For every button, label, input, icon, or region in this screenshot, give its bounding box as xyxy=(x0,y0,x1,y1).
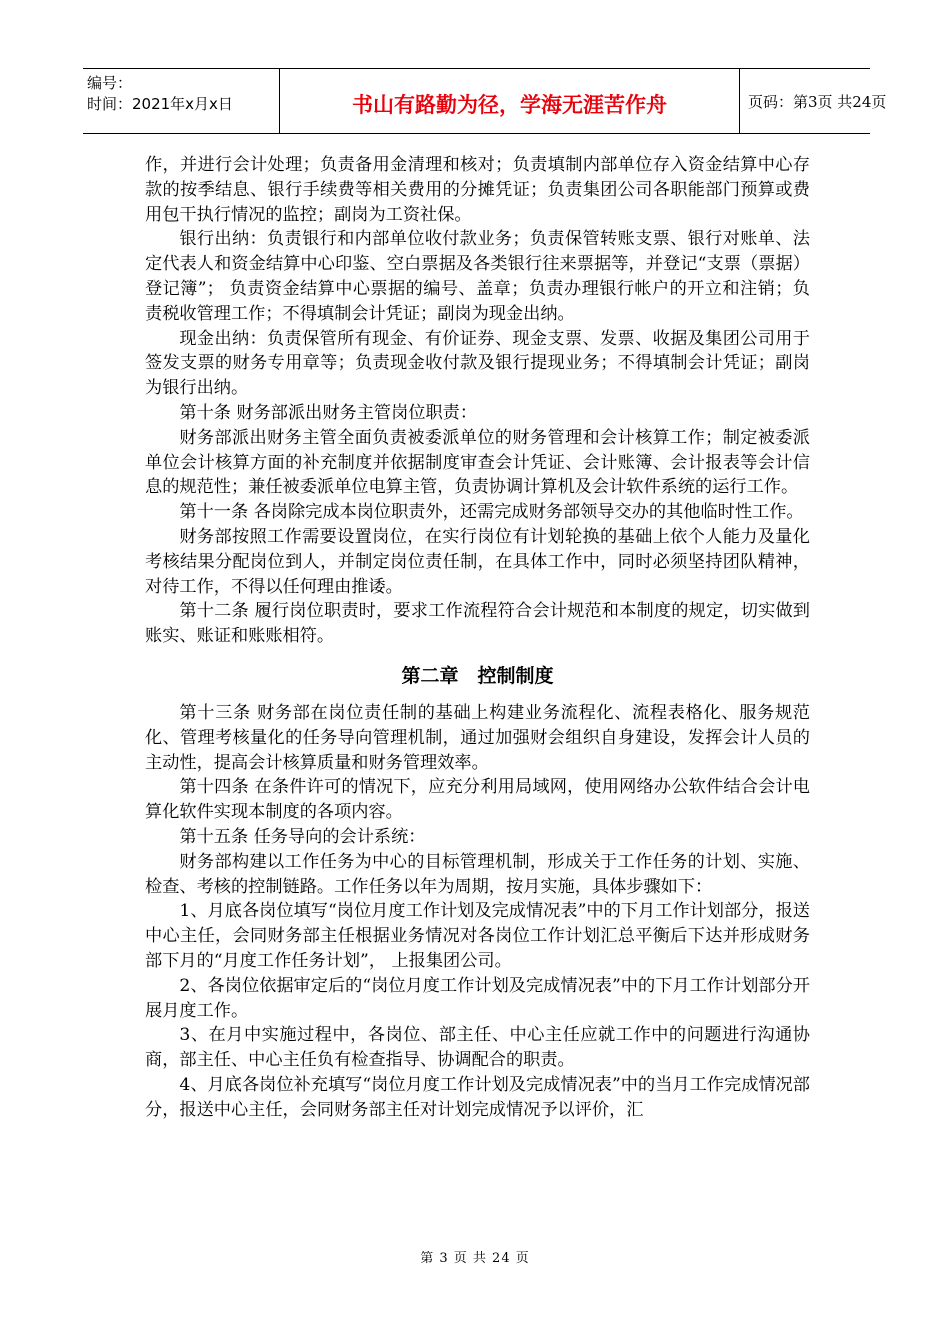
paragraph: 现金出纳：负责保管所有现金、有价证券、现金支票、发票、收据及集团公司用于签发支票的财务专用章等；负责现金收付款及银行提现业务；不得填制会计凭证；副岗为银行出纳。 xyxy=(145,328,810,399)
paragraph: 第十三条 财务部在岗位责任制的基础上构建业务流程化、流程表格化、服务规范化、管理考核量化的任务导向管理机制，通过加强财会组织自身建设，发挥会计人员的主动性，提高会计核算质量和财务管理效率。 xyxy=(145,702,810,773)
document-body xyxy=(145,153,810,1122)
paragraph: 财务部派出财务主管全面负责被委派单位的财务管理和会计核算工作；制定被委派单位会计核算方面的补充制度并依据制度审查会计凭证、会计账簿、会计报表等会计信息的规范性；兼任被委派单位电算主管，负责协调计算机及会计软件系统的运行工作。 xyxy=(145,427,810,498)
header-motto: 书山有路勤为径，学海无涯苦作舟 xyxy=(280,69,740,133)
paragraph: 银行出纳：负责银行和内部单位收付款业务；负责保管转账支票、银行对账单、法定代表人和资金结算中心印鉴、空白票据及各类银行往来票据等，并登记“支票（票据）登记簿”； 负责资金结算中心票据的编号、盖章；负责办理银行帐户的开立和注销；负责税收管理工作；不得填制会计凭证；副岗为现金出纳。 xyxy=(145,229,810,324)
paragraph: 3、在月中实施过程中，各岗位、部主任、中心主任应就工作中的问题进行沟通协商，部主任、中心主任负有检查指导、协调配合的职责。 xyxy=(145,1025,810,1071)
page-header xyxy=(83,68,887,134)
paragraph: 作，并进行会计处理；负责备用金清理和核对；负责填制内部单位存入资金结算中心存款的按季结息、银行手续费等相关费用的分摊凭证；负责集团公司各职能部门预算或费用包干执行情况的监控；副岗为工资社保。 xyxy=(145,155,810,225)
paragraph: 第十条 财务部派出财务主管岗位职责： xyxy=(179,402,478,423)
doc-number-label: 编号： xyxy=(87,74,133,92)
chapter-title: 第二章 控制制度 xyxy=(401,664,554,687)
paragraph: 1、月底各岗位填写“岗位月度工作计划及完成情况表”中的下月工作计划部分，报送中心主任，会同财务部主任根据业务情况对各岗位工作计划汇总平衡后下达并形成财务部下月的“月度工作任务计划”， 上报集团公司。 xyxy=(145,901,810,971)
doc-time-label: 时间：2021年x月x日 xyxy=(87,95,233,113)
paragraph: 财务部按照工作需要设置岗位，在实行岗位有计划轮换的基础上依个人能力及量化考核结果分配岗位到人，并制定岗位责任制，在具体工作中，同时必须坚持团队精神，对待工作，不得以任何理由推诿。 xyxy=(145,526,810,597)
paragraph: 第十二条 履行岗位职责时，要求工作流程符合会计规范和本制度的规定，切实做到账实、账证和账账相符。 xyxy=(145,601,810,647)
header-meta xyxy=(83,69,280,133)
paragraph: 2、各岗位依据审定后的“岗位月度工作计划及完成情况表”中的下月工作计划部分开展月度工作。 xyxy=(145,975,810,1021)
paragraph: 第十四条 在条件许可的情况下，应充分利用局域网，使用网络办公软件结合会计电算化软件实现本制度的各项内容。 xyxy=(145,777,810,823)
paragraph: 第十五条 任务导向的会计系统： xyxy=(179,826,426,847)
page-footer: 第 3 页 共 24 页 xyxy=(420,1251,530,1266)
paragraph: 第十一条 各岗除完成本岗位职责外，还需完成财务部领导交办的其他临时性工作。 xyxy=(179,502,804,523)
paragraph: 财务部构建以工作任务为中心的目标管理机制，形成关于工作任务的计划、实施、检查、考核的控制链路。工作任务以年为周期，按月实施，具体步骤如下： xyxy=(145,851,810,897)
paragraph: 4、月底各岗位补充填写“岗位月度工作计划及完成情况表”中的当月工作完成情况部分，报送中心主任，会同财务部主任对计划完成情况予以评价，汇 xyxy=(145,1074,810,1120)
header-page-label: 页码：第3页 共24页 xyxy=(748,92,887,111)
